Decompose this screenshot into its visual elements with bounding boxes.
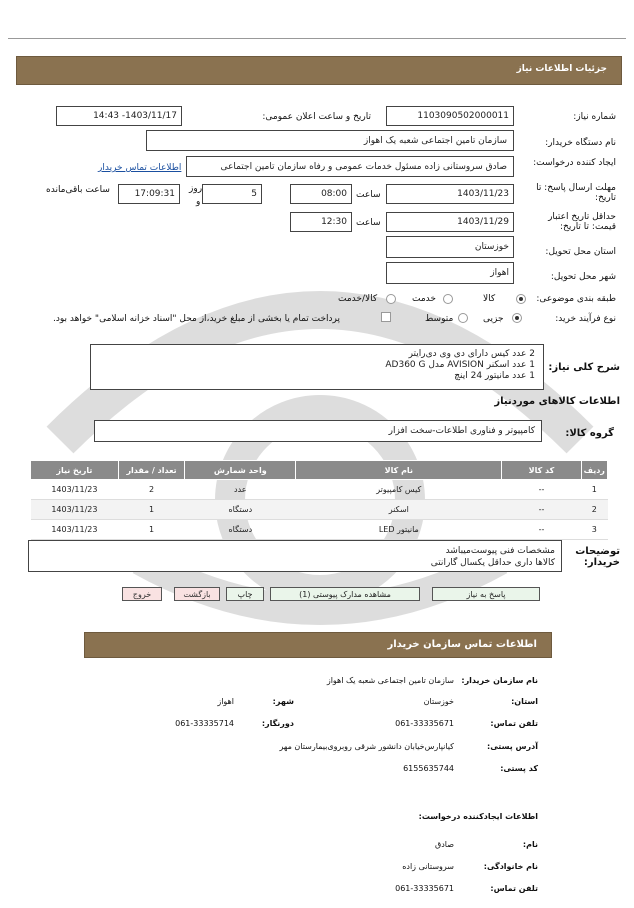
col-name: نام کالا	[296, 461, 502, 480]
top-divider	[8, 38, 626, 39]
cell-date: 1403/11/23	[31, 480, 119, 500]
category-radio-both[interactable]	[386, 294, 396, 304]
contact-postal: 6155635744	[403, 764, 454, 773]
requester-field: صادق سروستانی زاده مسئول خدمات عمومی و رفاه سازمان تامین اجتماعی	[186, 156, 514, 177]
creator-name: صادق	[435, 840, 454, 849]
cell-name: کیس کامپیوتر	[296, 480, 502, 500]
buyer-notes-line-2: کالاها داری حداقل یکسال گارانتی	[430, 558, 555, 568]
need-number-field: 1103090502000011	[386, 106, 514, 126]
cell-qty: 1	[118, 520, 185, 540]
contact-phone-label: تلفن تماس:	[490, 719, 538, 728]
items-table	[30, 460, 608, 540]
summary-line-3: 1 عدد مانیتور 24 اینچ	[454, 371, 535, 381]
deadline-date-field: 1403/11/23	[386, 184, 514, 204]
buyer-contact-link[interactable]: اطلاعات تماس خریدار	[98, 163, 182, 173]
table-row	[31, 480, 608, 500]
category-option-goods: کالا	[483, 294, 496, 304]
contact-province: خوزستان	[423, 697, 454, 706]
contact-province-label: استان:	[511, 697, 538, 706]
col-unit: واحد شمارش	[185, 461, 296, 480]
reply-button[interactable]: پاسخ به نیاز	[432, 587, 540, 601]
deadline-time-field: 08:00	[290, 184, 352, 204]
buyer-org-label: نام دستگاه خریدار:	[545, 138, 616, 148]
province-field: خوزستان	[386, 236, 514, 258]
col-qty: تعداد / مقدار	[118, 461, 185, 480]
col-code: کد کالا	[502, 461, 581, 480]
days-field: 5	[202, 184, 262, 204]
remaining-time-field: 17:09:31	[118, 184, 180, 204]
days-and: و	[196, 197, 201, 207]
exit-button[interactable]: خروج	[122, 587, 162, 601]
cell-code: --	[502, 520, 581, 540]
contact-address: کیانپارس‌خیابان دانشور شرقی روبروی‌بیمارستان مهر	[279, 742, 454, 751]
items-table-header	[31, 461, 608, 480]
min-price-date-field: 1403/11/29	[386, 212, 514, 232]
treasury-checkbox[interactable]	[381, 312, 391, 322]
creator-phone: 061-33335671	[395, 884, 454, 893]
attachments-button[interactable]: مشاهده مدارک پیوستی (1)	[270, 587, 420, 601]
print-button[interactable]: چاپ	[226, 587, 264, 601]
page-title: جزئیات اطلاعات نیاز	[516, 64, 607, 74]
buyer-notes-label: توضیحات خریدار:	[575, 546, 620, 568]
col-row: ردیف	[581, 461, 607, 480]
deadline-label: مهلت ارسال پاسخ: تا تاریخ:	[536, 183, 616, 203]
creator-family-label: نام خانوادگی:	[483, 862, 538, 871]
contact-phone: 061-33335671	[395, 719, 454, 728]
creator-phone-label: تلفن تماس:	[490, 884, 538, 893]
table-row	[31, 520, 608, 540]
cell-qty: 1	[118, 500, 185, 520]
min-price-label: حداقل تاریخ اعتبار قیمت: تا تاریخ:	[548, 212, 616, 232]
goods-group-label: گروه کالا:	[565, 428, 614, 439]
remaining-label: ساعت باقی‌مانده	[46, 185, 110, 195]
city-label: شهر محل تحویل:	[550, 272, 616, 282]
creator-family: سروستانی زاده	[402, 862, 454, 871]
back-button[interactable]: بازگشت	[174, 587, 220, 601]
process-radio-minor[interactable]	[512, 313, 522, 323]
days-label: روز	[189, 184, 203, 194]
category-option-service: خدمت	[412, 294, 436, 304]
category-option-both: کالا/خدمت	[338, 294, 378, 304]
contact-fax: 061-33335714	[175, 719, 234, 728]
summary-label: شرح کلی نیاز:	[548, 362, 620, 373]
cell-unit: عدد	[185, 480, 296, 500]
min-price-time-field: 12:30	[290, 212, 352, 232]
category-radio-service[interactable]	[443, 294, 453, 304]
cell-date: 1403/11/23	[31, 520, 119, 540]
contact-org-label: نام سازمان خریدار:	[461, 676, 538, 685]
category-radio-goods[interactable]	[516, 294, 526, 304]
announce-field: 1403/11/17- 14:43	[56, 106, 182, 126]
contact-postal-label: کد پستی:	[500, 764, 538, 773]
contact-fax-label: دورنگار:	[261, 719, 294, 728]
contact-org: سازمان تامین اجتماعی شعبه یک اهواز	[326, 676, 454, 685]
province-label: استان محل تحویل:	[545, 247, 616, 257]
summary-box	[90, 344, 544, 390]
process-option-medium: متوسط	[425, 314, 454, 324]
buyer-org-field: سازمان تامین اجتماعی شعبه یک اهواز	[146, 130, 514, 151]
contact-address-label: آدرس پستی:	[487, 742, 538, 751]
min-price-time-label: ساعت	[356, 218, 381, 228]
summary-line-2: 1 عدد اسکنر AVISION مدل AD360 G	[385, 360, 535, 370]
process-radio-medium[interactable]	[458, 313, 468, 323]
cell-name: مانیتور LED	[296, 520, 502, 540]
announce-label: تاریخ و ساعت اعلان عمومی:	[262, 112, 371, 122]
col-date: تاریخ نیاز	[31, 461, 119, 480]
cell-code: --	[502, 500, 581, 520]
goods-group-field: کامپیوتر و فناوری اطلاعات-سخت افزار	[94, 420, 542, 442]
cell-row: 2	[581, 500, 607, 520]
creator-name-label: نام:	[522, 840, 538, 849]
buyer-notes-line-1: مشخصات فنی پیوست‌میباشد	[445, 546, 555, 556]
cell-date: 1403/11/23	[31, 500, 119, 520]
table-row	[31, 500, 608, 520]
cell-code: --	[502, 480, 581, 500]
process-label: نوع فرآیند خرید:	[555, 314, 616, 324]
contact-title: اطلاعات تماس سازمان خریدار	[387, 639, 537, 650]
process-option-minor: جزیی	[483, 314, 504, 324]
cell-row: 1	[581, 480, 607, 500]
cell-qty: 2	[118, 480, 185, 500]
cell-name: اسکنر	[296, 500, 502, 520]
payment-note: پرداخت تمام یا بخشی از مبلغ خرید،از محل "اسناد خزانه اسلامی" خواهد بود.	[53, 314, 341, 324]
deadline-time-label: ساعت	[356, 190, 381, 200]
summary-line-1: 2 عدد کیس دارای دی وی دی‌رایتر	[408, 349, 535, 359]
goods-section-title: اطلاعات کالاهای موردنیاز	[494, 396, 620, 407]
contact-city: اهواز	[217, 697, 234, 706]
contact-city-label: شهر:	[272, 697, 294, 706]
city-field: اهواز	[386, 262, 514, 284]
requester-label: ایجاد کننده درخواست:	[533, 158, 616, 168]
details-header	[16, 56, 622, 85]
cell-unit: دستگاه	[185, 520, 296, 540]
need-number-label: شماره نیاز:	[573, 112, 616, 122]
contact-header	[84, 632, 552, 658]
category-label: طبقه بندی موضوعی:	[536, 294, 616, 304]
cell-row: 3	[581, 520, 607, 540]
buyer-notes-box	[28, 540, 562, 572]
cell-unit: دستگاه	[185, 500, 296, 520]
creator-title: اطلاعات ایجادکننده درخواست:	[418, 812, 538, 821]
